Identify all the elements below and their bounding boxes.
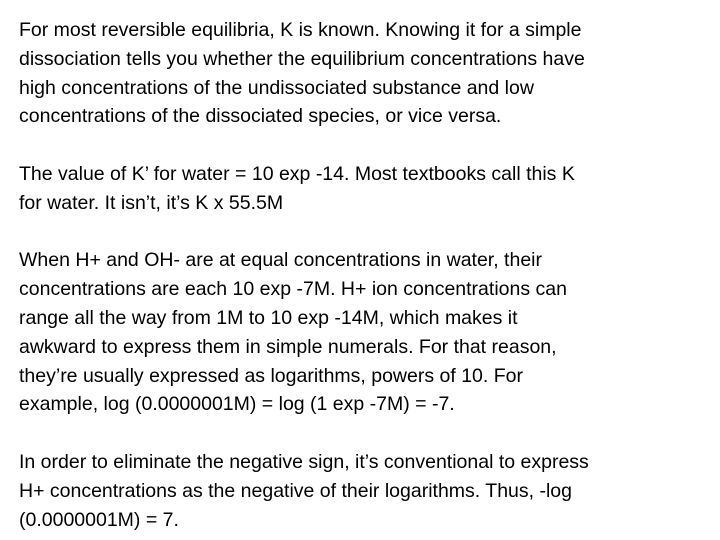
paragraph-logarithms xyxy=(19,246,709,419)
text-line: they’re usually expressed as logarithms, powers of 10. For xyxy=(19,364,523,387)
text-line: concentrations are each 10 exp -7M. H+ ion concentrations can xyxy=(19,278,567,301)
text-line: In order to eliminate the negative sign, it’s conventional to express xyxy=(19,450,589,473)
text-line: awkward to express them in simple numerals. For that reason, xyxy=(19,335,557,358)
text-line: dissociation tells you whether the equilibrium concentrations have xyxy=(19,47,585,70)
text-line: concentrations of the dissociated species, or vice versa. xyxy=(19,105,502,128)
paragraph-equilibrium-k xyxy=(19,16,709,131)
text-line: example, log (0.0000001M) = log (1 exp -7M) = -7. xyxy=(19,393,455,416)
paragraph-negative-log xyxy=(19,448,709,534)
text-line: For most reversible equilibria, K is known. Knowing it for a simple xyxy=(19,19,582,41)
text-line: When H+ and OH- are at equal concentrations in water, their xyxy=(19,249,542,272)
paragraph-water-k xyxy=(19,160,709,218)
text-line: (0.0000001M) = 7. xyxy=(19,508,179,531)
text-line: The value of K’ for water = 10 exp -14. Most textbooks call this K xyxy=(19,162,575,185)
text-line: H+ concentrations as the negative of their logarithms. Thus, -log xyxy=(19,479,572,502)
text-line: range all the way from 1M to 10 exp -14M, which makes it xyxy=(19,306,518,329)
text-line: for water. It isn’t, it’s K x 55.5M xyxy=(19,191,284,214)
slide-text-body xyxy=(19,16,709,534)
text-line: high concentrations of the undissociated substance and low xyxy=(19,76,534,99)
